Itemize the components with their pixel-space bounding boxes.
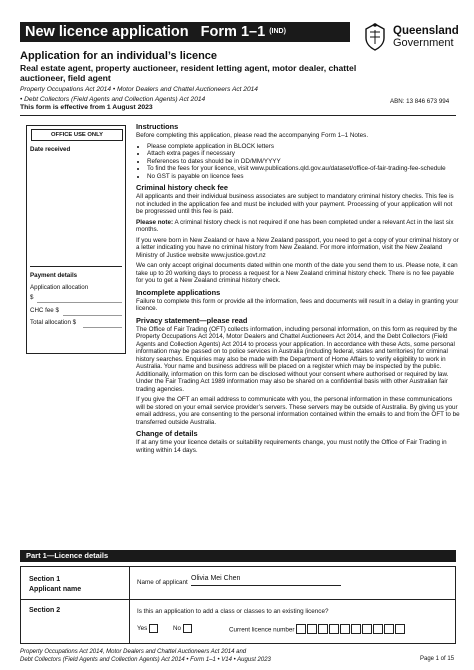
chc-fee-line[interactable] (63, 315, 122, 316)
legislation-list (20, 85, 340, 104)
note-label: Please note: (136, 218, 174, 226)
form-title-bar (20, 22, 350, 42)
office-use-box (26, 125, 126, 354)
section1-label: Section 1 (29, 576, 61, 583)
instruction-item-fees-link[interactable]: • To find the fees for your licence, visit www.publications.qld.gov.au/dataset/office-of-fair-trading-fee-schedule (147, 165, 460, 173)
footer-acts (20, 648, 271, 664)
privacy-heading: Privacy statement—please read (136, 315, 248, 325)
footer-line-2: Debt Collectors (Field Agents and Collection Agents) Act 2014 • Form 1–1 • V14 • August 2023 (20, 657, 271, 663)
incomplete-heading: Incomplete applications (136, 287, 221, 297)
instructions-list (136, 143, 460, 181)
logo-queensland: Queensland (393, 25, 459, 37)
criminal-heading: Criminal history check fee (136, 183, 229, 192)
privacy-p2: If you give the OFT an email address to communicate with you, the personal information in these communications will be stored on your email service provider’s servers. These servers may be outside of Australia. By giving us your email address, you are consenting to the personal information contained within the emails to and from the OFT to be transferred outside Australia. (136, 396, 460, 426)
payment-details-label: Payment details (30, 272, 78, 279)
abn: ABN: 13 846 673 994 (390, 98, 450, 105)
allocation-line[interactable] (37, 302, 122, 303)
total-allocation-line[interactable] (83, 327, 122, 328)
application-allocation-label: Application allocation (30, 284, 89, 291)
change-heading: Change of details (136, 429, 198, 438)
page-title: Application for an individual’s licence (20, 50, 218, 62)
yes-label: Yes (137, 625, 148, 633)
criminal-p2: If you were born in New Zealand or have a New Zealand passport, you need to get a copy of your criminal history or a letter indicating you have no criminal history from New Zealand. For more information, visit the New Zealand Ministry of Justice website www.justice.govt.nz (136, 236, 459, 259)
acts-line-1: Property Occupations Act 2014 • Motor Dealers and Chattel Auctioneers Act 2014 (20, 86, 258, 93)
incomplete-p1: Failure to complete this form or provide all the information, fees and documents will result in a delay in granting your licence. (136, 297, 459, 312)
note-text: A criminal history check is not required if one has been completed under a relevant Act in the last six months. (136, 218, 454, 233)
criminal-p1: All applicants and their individual business associates are subject to mandatory criminal history checks. This fee is not included in the application fee and must be included with your payment. Processing of your application will not be progressed until this fee is paid. (136, 193, 454, 215)
footer-line-1: Property Occupations Act 2014, Motor Dealers and Chattel Auctioneers Act 2014 and (20, 649, 247, 655)
header-divider (20, 115, 456, 116)
section-1 (20, 566, 456, 600)
effective-date: This form is effective from 1 August 2023 (20, 104, 153, 111)
applicant-name-label: Applicant name (29, 586, 82, 593)
instruction-item: • Please complete application in BLOCK letters (147, 143, 460, 151)
total-allocation-label: Total allocation $ (30, 319, 77, 326)
logo-government: Government (393, 37, 454, 49)
date-received-label: Date received (30, 146, 71, 153)
section-2 (20, 600, 456, 644)
change-p1: If at any time your licence details or suitability requirements change, you must notify the Office of Fair Trading in writing within 14 days. (136, 439, 447, 454)
part1-bar: Part 1—Licence details (20, 550, 456, 562)
section-divider (129, 600, 130, 643)
queensland-government-logo (360, 22, 460, 52)
privacy-p1: The Office of Fair Trading (OFT) collects information, including personal information, on this form as required by the Property Occupations Act 2014, Motor Dealers and Chattel Auctioneers Act 2014, and the Debt Collectors (Field Agents and Collection Agents) Act 2014 to process your application. In accordance with these Acts, some personal information may be passed on to police services in Australia (including federal, states and territories) for criminal history searches. Enquiries may also be made with the Department of Home Affairs to verify eligibility to work in Australia. Your name and business address will be placed on a register which may be inspected by the public. Additionally, information on this form can be disclosed without your consent where authorised or required by law. Under the Fair Trading Act 1989 information may also be shared on a confidential basis with other Australian fair trading agencies. (136, 325, 458, 393)
no-checkbox[interactable] (183, 624, 192, 633)
instruction-item: • References to dates should be in DD/MM/YYYY (147, 158, 460, 166)
instructions-panel (136, 120, 460, 457)
instruction-item: • No GST is payable on licence fees (147, 173, 460, 181)
form-code-sub: (IND) (269, 28, 286, 36)
licence-number-boxes[interactable] (296, 624, 406, 636)
name-of-applicant-label: Name of applicant (137, 579, 188, 586)
add-class-question: Is this an application to add a class or classes to an existing licence? (137, 608, 329, 615)
form-title: New licence application (25, 24, 189, 40)
no-option[interactable] (173, 624, 192, 633)
instructions-intro: Before completing this application, please read the accompanying Form 1–1 Notes. (136, 132, 369, 139)
page-number: Page 1 of 15 (420, 656, 455, 662)
yes-option[interactable] (137, 624, 158, 633)
instructions-heading: Instructions (136, 122, 179, 131)
chc-fee-label: CHC fee $ (30, 307, 59, 314)
instruction-item: • Attach extra pages if necessary (147, 150, 460, 158)
section-divider (129, 567, 130, 599)
page-subtitle: Real estate agent, property auctioneer, resident letting agent, motor dealer, chattel auctioneer, field agent (20, 63, 357, 83)
form-code: Form 1–1 (200, 24, 266, 40)
current-licence-label: Current licence number (229, 626, 295, 634)
acts-line-2: • Debt Collectors (Field Agents and Collection Agents) Act 2014 (20, 95, 206, 103)
criminal-p3: We can only accept original documents dated within one month of the date you send them to us. Please note, it can take up to 20 working days to process a request for a New Zealand criminal history check. There is no fee payable for you to get a New Zealand criminal history check. (136, 262, 458, 284)
crest-icon (360, 22, 390, 52)
dollar-label: $ (30, 294, 34, 301)
current-licence-number (229, 624, 406, 636)
section2-label: Section 2 (29, 607, 61, 614)
office-divider (30, 266, 122, 267)
applicant-name-field[interactable]: Olivia Mei Chen (191, 575, 341, 586)
office-use-heading: OFFICE USE ONLY (31, 129, 123, 141)
yes-checkbox[interactable] (149, 624, 158, 633)
no-label: No (173, 625, 182, 633)
criminal-note (136, 219, 460, 234)
